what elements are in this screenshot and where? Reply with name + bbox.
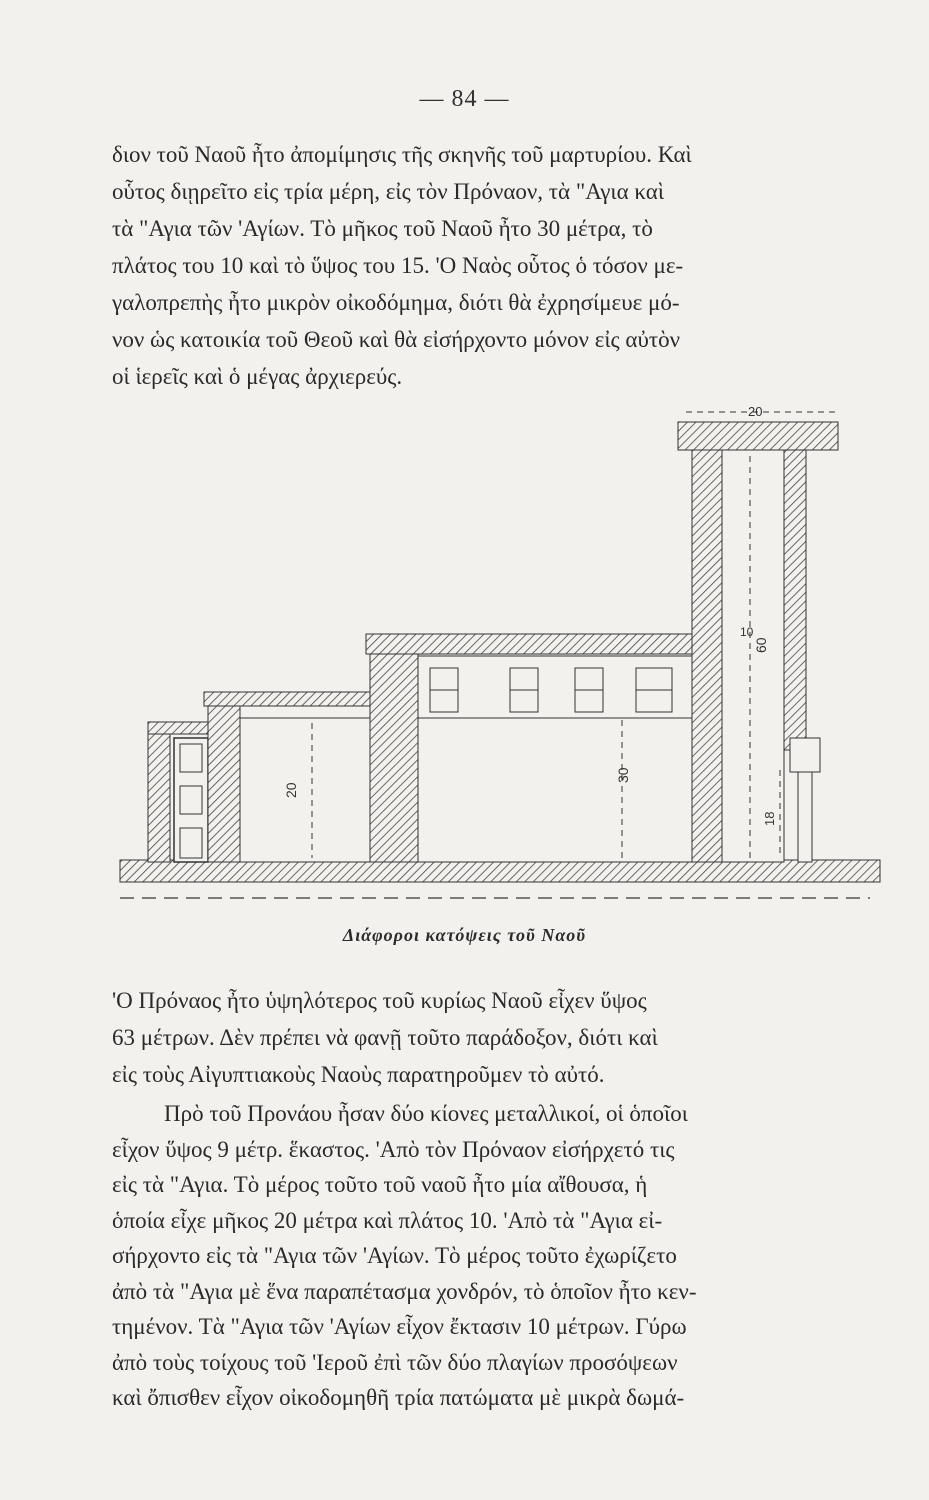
- figure-caption: Διάφοροι κατόψεις τοῦ Ναοῦ: [342, 925, 587, 945]
- text-line: Πρὸ τοῦ Προνάου ἦσαν δύο κίονες μεταλλικοί, οἱ ὁποῖοι: [164, 1101, 688, 1126]
- text-line: οὗτος διῃρεῖτο εἰς τρία μέρη, εἰς τὸν Πρόναον, τὰ "Αγια καὶ: [112, 179, 665, 204]
- temple-section-figure: [100, 398, 890, 918]
- holy-place-wall: [208, 694, 240, 862]
- window-stack: [174, 738, 208, 862]
- text-line: 'Ο Πρόναος ἦτο ὑψηλότερος τοῦ κυρίως Ναοῦ εἶχεν ὕψος: [112, 988, 647, 1013]
- text-line: εἶχον ὕψος 9 μέτρ. ἕκαστος. 'Απὸ τὸν Πρόναον εἰσήρχετό τις: [112, 1136, 675, 1162]
- sanctuary-cornice: [366, 634, 696, 654]
- text-line: διον τοῦ Ναοῦ ἦτο ἀπομίμησις τῆς σκηνῆς τοῦ μαρτυρίου. Καὶ: [112, 142, 692, 167]
- text-line: τημένον. Τὰ "Αγια τῶν 'Αγίων εἶχον ἔκτασιν 10 μέτρων. Γύρω: [112, 1314, 687, 1339]
- text-line: καὶ ὄπισθεν εἶχον οἰκοδομηθῆ τρία πατώματα μὲ μικρὰ δωμά-: [112, 1385, 685, 1410]
- dim-label-low-left: 20: [283, 782, 299, 798]
- page-number: — 84 —: [419, 86, 510, 112]
- text-line: γαλοπρεπὴς ἦτο μικρὸν οἰκοδόμημα, διότι θὰ ἐχρησίμευε μό-: [112, 290, 680, 315]
- column-shaft: [798, 772, 812, 862]
- tower-interior: [722, 450, 784, 862]
- tower-right-wall: [784, 450, 806, 750]
- text-line: ἀπὸ τοὺς τοίχους τοῦ 'Ιεροῦ ἐπὶ τῶν δύο πλαγίων προσόψεων: [112, 1349, 678, 1375]
- tower-cornice: [678, 422, 838, 450]
- paragraph-3: [112, 1096, 882, 1416]
- text-line: ὁποία εἶχε μῆκος 20 μέτρα καὶ πλάτος 10. 'Απὸ τὰ "Αγια εἰ-: [112, 1207, 663, 1233]
- low-wing-wall: [148, 722, 170, 862]
- dim-label-middle: 30: [615, 767, 631, 783]
- holy-place-cornice: [204, 692, 374, 706]
- holy-place-interior: [240, 718, 370, 862]
- text-line: σήρχοντο εἰς τὰ "Αγια τῶν 'Αγίων. Τὸ μέρος τοῦτο ἐχωρίζετο: [112, 1243, 677, 1268]
- sanctuary-wall: [370, 646, 418, 862]
- tower-left-wall: [692, 426, 722, 862]
- text-line: εἰς τοὺς Αἰγυπτιακοὺς Ναοὺς παρατηροῦμεν τὸ αὐτό.: [112, 1062, 605, 1087]
- text-line: οἱ ἱερεῖς καὶ ὁ μέγας ἀρχιερεύς.: [112, 364, 403, 389]
- text-line: νον ὡς κατοικία τοῦ Θεοῦ καὶ θὰ εἰσήρχοντο μόνον εἰς αὐτὸν: [112, 327, 680, 352]
- dim-label-inner: 10: [740, 625, 754, 639]
- paragraph-2: [112, 982, 882, 1093]
- text-line: τὰ "Αγια τῶν 'Αγίων. Τὸ μῆκος τοῦ Ναοῦ ἦτο 30 μέτρα, τὸ: [112, 216, 653, 241]
- text-line: ἀπὸ τὰ "Αγια μὲ ἕνα παραπέτασμα χονδρόν, τὸ ὁποῖον ἦτο κεν-: [112, 1278, 697, 1304]
- column-capital: [790, 738, 820, 772]
- dim-label-top: 20: [748, 404, 763, 419]
- ground-hatch: [120, 860, 880, 882]
- dim-label-tower: 60: [753, 637, 769, 653]
- dim-label-column: 18: [762, 811, 777, 826]
- text-line: εἰς τὰ "Αγια. Τὸ μέρος τοῦτο τοῦ ναοῦ ἦτο μία αἴθουσα, ἡ: [112, 1172, 648, 1197]
- window-band: [418, 656, 692, 718]
- text-line: πλάτος του 10 καὶ τὸ ὕψος του 15. 'Ο Ναὸς οὗτος ὁ τόσον με-: [112, 253, 684, 278]
- text-line: 63 μέτρων. Δὲν πρέπει νὰ φανῇ τοῦτο παράδοξον, διότι καὶ: [112, 1025, 658, 1050]
- paragraph-1: [112, 136, 882, 395]
